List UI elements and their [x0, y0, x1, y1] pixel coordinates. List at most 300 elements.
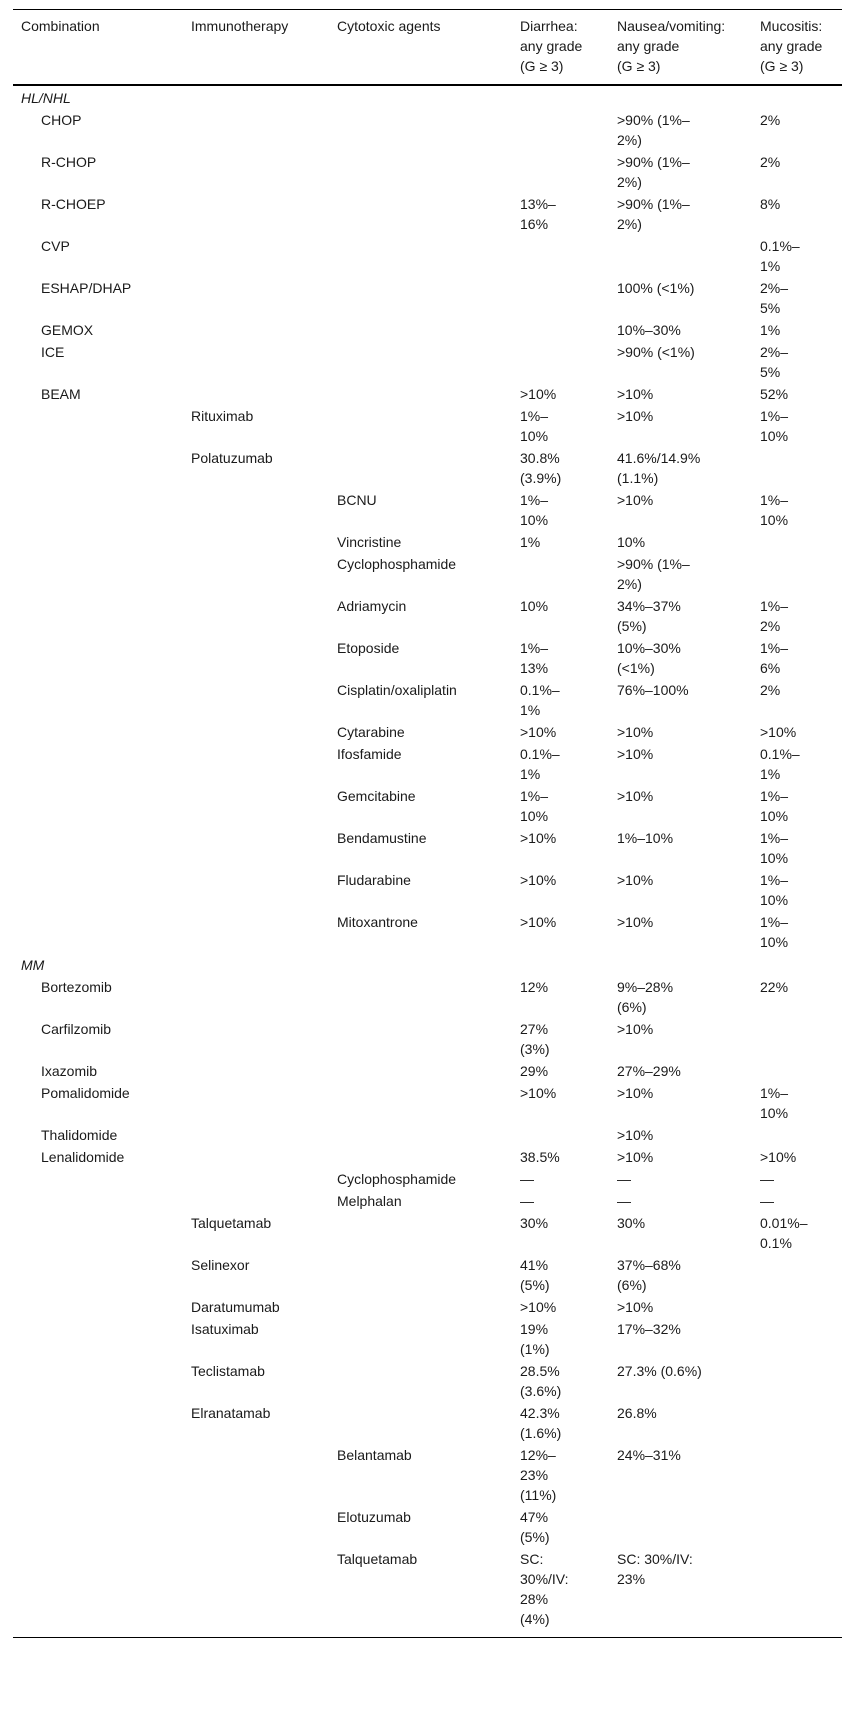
cell-immunotherapy	[183, 1124, 329, 1146]
cell-diarrhea	[512, 1254, 609, 1296]
table-row	[13, 489, 842, 531]
cell-line: 5%	[760, 300, 781, 316]
cell-line: 1%–	[760, 640, 789, 656]
table-row	[13, 976, 842, 1018]
cell-combination	[13, 1082, 183, 1124]
cell-line: >10%	[617, 914, 654, 930]
cell-immunotherapy	[183, 1360, 329, 1402]
cell-line: 2%	[760, 618, 781, 634]
cell-cytotoxic-agents	[329, 1402, 512, 1444]
cell-diarrhea	[512, 679, 609, 721]
cell-line: 10%	[760, 892, 789, 908]
table-row	[13, 1402, 842, 1444]
cell-immunotherapy	[183, 341, 329, 383]
cell-cytotoxic-agents	[329, 595, 512, 637]
group-label: MM	[21, 957, 45, 973]
cell-line: —	[520, 1171, 534, 1187]
cell-mucositis	[752, 1146, 842, 1168]
cell-line: Etoposide	[337, 640, 400, 656]
cell-line: 41.6%/14.9%	[617, 450, 701, 466]
cell-diarrhea	[512, 1212, 609, 1254]
cell-mucositis	[752, 1190, 842, 1212]
cell-combination	[13, 1360, 183, 1402]
cell-line: —	[617, 1171, 631, 1187]
cell-cytotoxic-agents	[329, 743, 512, 785]
cell-combination	[13, 1254, 183, 1296]
cell-cytotoxic-agents	[329, 319, 512, 341]
cell-combination	[13, 1402, 183, 1444]
cell-combination	[13, 193, 183, 235]
cell-line: 1%–	[520, 640, 549, 656]
cell-cytotoxic-agents	[329, 489, 512, 531]
table-row	[13, 1318, 842, 1360]
cell-nausea-vomiting	[609, 1360, 752, 1402]
cell-combination	[13, 1168, 183, 1190]
cell-line: 10%	[760, 934, 789, 950]
cell-line: 12%–	[520, 1447, 556, 1463]
cell-diarrhea	[512, 553, 609, 595]
table-row	[13, 405, 842, 447]
cell-line: 10%	[520, 428, 549, 444]
cell-line: (5%)	[520, 1529, 550, 1545]
cell-diarrhea	[512, 1548, 609, 1638]
cell-line: (1.6%)	[520, 1425, 562, 1441]
cell-immunotherapy	[183, 976, 329, 1018]
cell-cytotoxic-agents	[329, 1124, 512, 1146]
cell-line: SC: 30%/IV:	[617, 1551, 693, 1567]
cell-line: —	[760, 1193, 774, 1209]
cell-mucositis	[752, 1548, 842, 1638]
cell-nausea-vomiting	[609, 743, 752, 785]
cell-combination	[13, 869, 183, 911]
header-line: Cytotoxic agents	[337, 18, 441, 34]
cell-diarrhea	[512, 1444, 609, 1506]
cell-line: R-CHOP	[41, 154, 97, 170]
cell-line: >90% (1%–	[617, 196, 690, 212]
cell-immunotherapy	[183, 911, 329, 953]
cell-mucositis	[752, 743, 842, 785]
cell-line: (3%)	[520, 1041, 550, 1057]
cell-cytotoxic-agents	[329, 1190, 512, 1212]
cell-line: 2%–	[760, 344, 789, 360]
cell-combination	[13, 1124, 183, 1146]
cell-line: 12%	[520, 979, 549, 995]
table-row	[13, 1296, 842, 1318]
cell-nausea-vomiting	[609, 1548, 752, 1638]
cell-combination	[13, 341, 183, 383]
cell-line: Mitoxantrone	[337, 914, 418, 930]
cell-combination	[13, 1060, 183, 1082]
cell-immunotherapy	[183, 1082, 329, 1124]
cell-cytotoxic-agents	[329, 235, 512, 277]
cell-mucositis	[752, 1360, 842, 1402]
cell-line: 10%	[760, 1105, 789, 1121]
cell-diarrhea	[512, 383, 609, 405]
cell-line: Isatuximab	[191, 1321, 259, 1337]
cell-line: 2%)	[617, 174, 642, 190]
cell-line: Pomalidomide	[41, 1085, 130, 1101]
cell-cytotoxic-agents	[329, 721, 512, 743]
cell-diarrhea	[512, 976, 609, 1018]
cell-diarrhea	[512, 1146, 609, 1168]
cell-cytotoxic-agents	[329, 553, 512, 595]
cell-line: 19%	[520, 1321, 549, 1337]
cell-cytotoxic-agents	[329, 151, 512, 193]
cell-cytotoxic-agents	[329, 1254, 512, 1296]
cell-diarrhea	[512, 151, 609, 193]
cell-immunotherapy	[183, 1168, 329, 1190]
cell-immunotherapy	[183, 637, 329, 679]
cell-line: 1%–	[520, 788, 549, 804]
cell-line: 1%–	[760, 830, 789, 846]
cell-diarrhea	[512, 1082, 609, 1124]
cell-immunotherapy	[183, 447, 329, 489]
cell-line: 1%	[760, 322, 781, 338]
cell-immunotherapy	[183, 319, 329, 341]
cell-nausea-vomiting	[609, 869, 752, 911]
table-row	[13, 1146, 842, 1168]
cell-mucositis	[752, 109, 842, 151]
cell-immunotherapy	[183, 827, 329, 869]
table-body	[13, 85, 842, 1638]
cell-cytotoxic-agents	[329, 531, 512, 553]
cell-line: 17%–32%	[617, 1321, 681, 1337]
cell-combination	[13, 319, 183, 341]
cell-diarrhea	[512, 1506, 609, 1548]
cell-mucositis	[752, 721, 842, 743]
column-header-diarrhea	[512, 10, 609, 86]
cell-cytotoxic-agents	[329, 109, 512, 151]
cell-cytotoxic-agents	[329, 785, 512, 827]
cell-immunotherapy	[183, 235, 329, 277]
cell-diarrhea	[512, 489, 609, 531]
cell-nausea-vomiting	[609, 976, 752, 1018]
cell-nausea-vomiting	[609, 1060, 752, 1082]
cell-diarrhea	[512, 1318, 609, 1360]
cell-immunotherapy	[183, 1146, 329, 1168]
cell-line: —	[520, 1193, 534, 1209]
table-row	[13, 151, 842, 193]
cell-line: 28%	[520, 1591, 549, 1607]
cell-diarrhea	[512, 193, 609, 235]
table-row	[13, 193, 842, 235]
table-row	[13, 319, 842, 341]
table-row	[13, 1190, 842, 1212]
cell-mucositis	[752, 1318, 842, 1360]
cell-immunotherapy	[183, 1060, 329, 1082]
table-row	[13, 531, 842, 553]
cell-line: 10%–30%	[617, 640, 681, 656]
table-row	[13, 911, 842, 953]
cell-combination	[13, 1190, 183, 1212]
cell-line: 10%	[520, 598, 549, 614]
cell-line: 34%–37%	[617, 598, 681, 614]
cell-line: 26.8%	[617, 1405, 657, 1421]
cell-line: Cyclophosphamide	[337, 1171, 457, 1187]
cell-mucositis	[752, 827, 842, 869]
cell-line: >10%	[617, 492, 654, 508]
cell-diarrhea	[512, 595, 609, 637]
header-line: Immunotherapy	[191, 18, 289, 34]
cell-line: 42.3%	[520, 1405, 560, 1421]
cell-nausea-vomiting	[609, 319, 752, 341]
column-header-immunotherapy	[183, 10, 329, 86]
header-line: (G ≥ 3)	[520, 58, 564, 74]
cell-diarrhea	[512, 1168, 609, 1190]
cell-line: 0.1%–	[520, 682, 560, 698]
cell-mucositis	[752, 1082, 842, 1124]
table-row	[13, 785, 842, 827]
column-header-mucositis	[752, 10, 842, 86]
cell-line: 22%	[760, 979, 789, 995]
cell-diarrhea	[512, 1402, 609, 1444]
table-row	[13, 1548, 842, 1638]
cell-line: >10%	[617, 386, 654, 402]
cell-mucositis	[752, 679, 842, 721]
cell-line: >10%	[520, 724, 557, 740]
cell-line: Talquetamab	[191, 1215, 272, 1231]
cell-diarrhea	[512, 827, 609, 869]
cell-diarrhea	[512, 785, 609, 827]
cell-cytotoxic-agents	[329, 193, 512, 235]
table-row	[13, 679, 842, 721]
cell-line: (6%)	[617, 999, 647, 1015]
cell-mucositis	[752, 235, 842, 277]
cell-cytotoxic-agents	[329, 447, 512, 489]
cell-immunotherapy	[183, 721, 329, 743]
cell-line: 0.1%	[760, 1235, 792, 1251]
cell-line: 2%)	[617, 132, 642, 148]
cell-diarrhea	[512, 911, 609, 953]
cell-line: 10%–30%	[617, 322, 681, 338]
cell-line: 28.5%	[520, 1363, 560, 1379]
cell-mucositis	[752, 1060, 842, 1082]
cell-combination	[13, 109, 183, 151]
cell-line: 41%	[520, 1257, 549, 1273]
cell-line: >90% (<1%)	[617, 344, 695, 360]
cell-line: 47%	[520, 1509, 549, 1525]
cell-immunotherapy	[183, 1506, 329, 1548]
header-line: (G ≥ 3)	[760, 58, 804, 74]
cell-line: 2%	[760, 112, 781, 128]
cell-line: 27%	[520, 1021, 549, 1037]
table-row	[13, 553, 842, 595]
cell-mucositis	[752, 595, 842, 637]
cell-line: >10%	[520, 830, 557, 846]
cell-mucositis	[752, 869, 842, 911]
cell-mucositis	[752, 319, 842, 341]
cell-cytotoxic-agents	[329, 827, 512, 869]
cell-line: Adriamycin	[337, 598, 407, 614]
cell-line: 30%	[617, 1215, 646, 1231]
cell-diarrhea	[512, 235, 609, 277]
cell-line: 2%–	[760, 280, 789, 296]
group-row	[13, 85, 842, 109]
cell-nausea-vomiting	[609, 785, 752, 827]
cell-line: SC:	[520, 1551, 544, 1567]
cell-cytotoxic-agents	[329, 637, 512, 679]
cell-line: R-CHOEP	[41, 196, 106, 212]
cell-line: (5%)	[520, 1277, 550, 1293]
header-line: (G ≥ 3)	[617, 58, 661, 74]
cell-line: 0.01%–	[760, 1215, 808, 1231]
cell-nausea-vomiting	[609, 827, 752, 869]
toxicity-table	[13, 9, 842, 1638]
cell-immunotherapy	[183, 1018, 329, 1060]
cell-mucositis	[752, 1168, 842, 1190]
cell-nausea-vomiting	[609, 1146, 752, 1168]
cell-line: CVP	[41, 238, 70, 254]
cell-line: >10%	[617, 1021, 654, 1037]
cell-line: 0.1%–	[520, 746, 560, 762]
cell-immunotherapy	[183, 869, 329, 911]
cell-immunotherapy	[183, 1190, 329, 1212]
cell-diarrhea	[512, 1360, 609, 1402]
cell-line: 23%	[520, 1467, 549, 1483]
cell-line: 10%	[520, 808, 549, 824]
cell-line: 1%–	[760, 598, 789, 614]
cell-line: 2%	[760, 154, 781, 170]
cell-line: 1%	[520, 702, 541, 718]
cell-line: Vincristine	[337, 534, 402, 550]
cell-line: Teclistamab	[191, 1363, 265, 1379]
cell-line: Cyclophosphamide	[337, 556, 457, 572]
cell-mucositis	[752, 531, 842, 553]
cell-combination	[13, 976, 183, 1018]
cell-nausea-vomiting	[609, 151, 752, 193]
cell-combination	[13, 531, 183, 553]
cell-immunotherapy	[183, 785, 329, 827]
cell-line: 1%	[520, 766, 541, 782]
cell-cytotoxic-agents	[329, 1296, 512, 1318]
cell-mucositis	[752, 447, 842, 489]
cell-line: (<1%)	[617, 660, 655, 676]
cell-line: >90% (1%–	[617, 154, 690, 170]
cell-immunotherapy	[183, 531, 329, 553]
cell-immunotherapy	[183, 1548, 329, 1638]
cell-combination	[13, 1506, 183, 1548]
header-line: Nausea/vomiting:	[617, 18, 726, 34]
cell-mucositis	[752, 1212, 842, 1254]
cell-combination	[13, 637, 183, 679]
cell-line: —	[760, 1171, 774, 1187]
cell-line: Daratumumab	[191, 1299, 280, 1315]
cell-mucositis	[752, 637, 842, 679]
cell-diarrhea	[512, 341, 609, 383]
cell-nausea-vomiting	[609, 553, 752, 595]
cell-line: 10%	[760, 512, 789, 528]
cell-line: >10%	[520, 914, 557, 930]
cell-nausea-vomiting	[609, 721, 752, 743]
cell-mucositis	[752, 277, 842, 319]
cell-line: ICE	[41, 344, 65, 360]
cell-line: 10%	[520, 512, 549, 528]
cell-cytotoxic-agents	[329, 1082, 512, 1124]
cell-line: Thalidomide	[41, 1127, 118, 1143]
cell-immunotherapy	[183, 109, 329, 151]
cell-combination	[13, 1548, 183, 1638]
cell-line: CHOP	[41, 112, 82, 128]
cell-combination	[13, 383, 183, 405]
cell-line: (1%)	[520, 1341, 550, 1357]
cell-line: >10%	[617, 1299, 654, 1315]
cell-line: Carfilzomib	[41, 1021, 112, 1037]
column-header-cytotoxic-agents	[329, 10, 512, 86]
cell-diarrhea	[512, 743, 609, 785]
cell-line: (11%)	[520, 1487, 557, 1503]
cell-immunotherapy	[183, 679, 329, 721]
cell-nausea-vomiting	[609, 1318, 752, 1360]
cell-line: >10%	[617, 788, 654, 804]
cell-line: >10%	[617, 872, 654, 888]
cell-line: —	[617, 1193, 631, 1209]
cell-nausea-vomiting	[609, 341, 752, 383]
cell-immunotherapy	[183, 553, 329, 595]
cell-combination	[13, 447, 183, 489]
table-row	[13, 277, 842, 319]
cell-diarrhea	[512, 447, 609, 489]
table-row	[13, 447, 842, 489]
cell-line: Lenalidomide	[41, 1149, 125, 1165]
cell-cytotoxic-agents	[329, 911, 512, 953]
cell-combination	[13, 553, 183, 595]
cell-line: 30%/IV:	[520, 1571, 569, 1587]
cell-combination	[13, 1444, 183, 1506]
cell-line: 10%	[760, 428, 789, 444]
cell-line: >10%	[520, 872, 557, 888]
cell-line: 1%	[760, 258, 781, 274]
cell-immunotherapy	[183, 383, 329, 405]
header-line: any grade	[617, 38, 680, 54]
cell-line: Cisplatin/oxaliplatin	[337, 682, 457, 698]
cell-diarrhea	[512, 869, 609, 911]
cell-line: 10%	[617, 534, 646, 550]
cell-cytotoxic-agents	[329, 277, 512, 319]
cell-line: 13%–	[520, 196, 556, 212]
cell-line: 27%–29%	[617, 1063, 681, 1079]
cell-line: >10%	[617, 1085, 654, 1101]
cell-line: 1%–	[760, 788, 789, 804]
cell-line: 30.8%	[520, 450, 560, 466]
cell-line: 2%)	[617, 576, 642, 592]
cell-line: 1%–	[760, 408, 789, 424]
cell-nausea-vomiting	[609, 1190, 752, 1212]
cell-combination	[13, 827, 183, 869]
cell-mucositis	[752, 1254, 842, 1296]
cell-immunotherapy	[183, 1444, 329, 1506]
cell-line: >10%	[617, 746, 654, 762]
cell-nausea-vomiting	[609, 193, 752, 235]
cell-combination	[13, 405, 183, 447]
cell-nausea-vomiting	[609, 235, 752, 277]
group-label: HL/NHL	[21, 90, 71, 106]
column-header-nausea-vomiting	[609, 10, 752, 86]
table-row	[13, 1082, 842, 1124]
cell-line: Elranatamab	[191, 1405, 271, 1421]
cell-line: Elotuzumab	[337, 1509, 411, 1525]
cell-combination	[13, 489, 183, 531]
cell-nausea-vomiting	[609, 277, 752, 319]
cell-line: 6%	[760, 660, 781, 676]
cell-cytotoxic-agents	[329, 1060, 512, 1082]
table-row	[13, 721, 842, 743]
cell-mucositis	[752, 1444, 842, 1506]
cell-line: (6%)	[617, 1277, 647, 1293]
cell-nausea-vomiting	[609, 1506, 752, 1548]
cell-diarrhea	[512, 1018, 609, 1060]
cell-mucositis	[752, 405, 842, 447]
cell-line: Bortezomib	[41, 979, 112, 995]
